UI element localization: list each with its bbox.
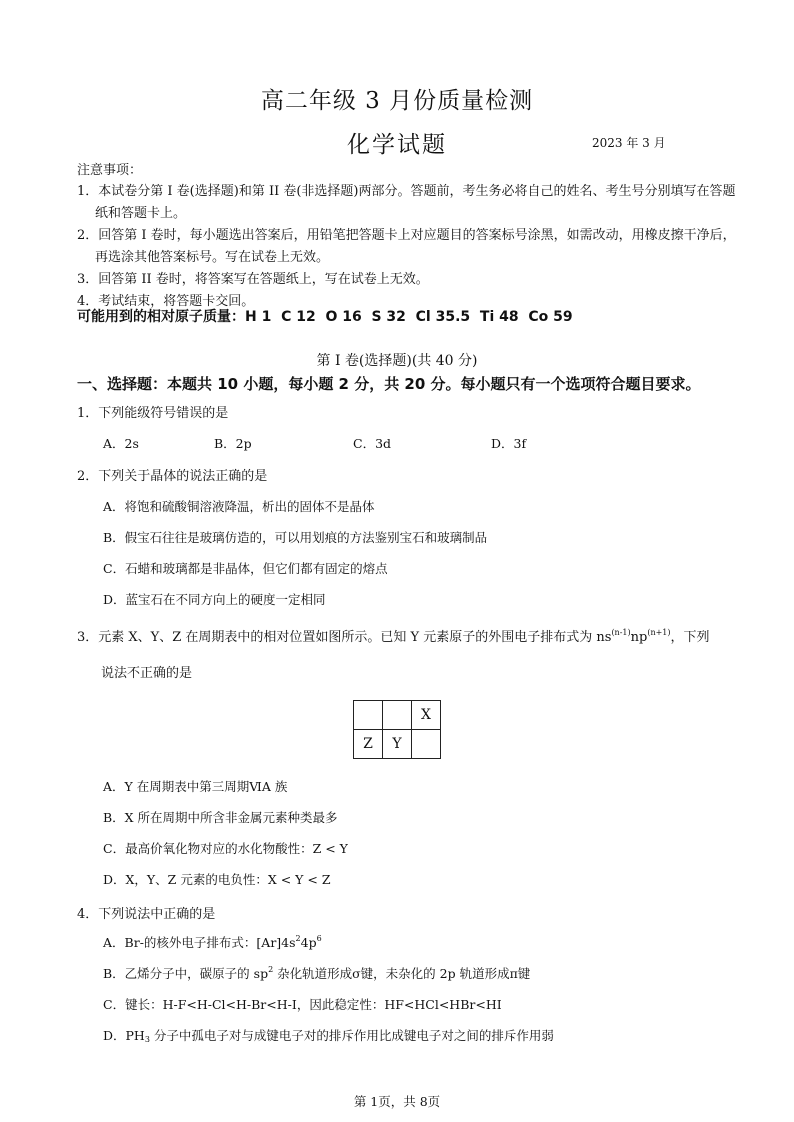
- question-3-option-d: D．X，Y、Z 元素的电负性：X < Y < Z: [103, 872, 331, 887]
- table-cell: [354, 701, 383, 730]
- question-4-option-b: [103, 964, 530, 982]
- question-2-option-a: A．将饱和硫酸铜溶液降温，析出的固体不是晶体: [103, 499, 375, 514]
- question-1-option-b: B．2p: [214, 436, 252, 451]
- question-3-option-c: C．最高价氧化物对应的水化物酸性：Z < Y: [103, 841, 348, 856]
- option-text: D．PH: [103, 1028, 145, 1043]
- table-row: [354, 701, 441, 730]
- subject-title: 化学试题: [347, 132, 447, 158]
- atomic-masses: 可能用到的相对原子质量：H 1 C 12 O 16 S 32 Cl 35.5 Ti 48 Co 59: [77, 309, 573, 325]
- notice-item: 4．考试结束，将答题卡交回。: [77, 294, 255, 309]
- notice-list: [77, 181, 737, 313]
- question-3-stem-part: np: [630, 630, 648, 645]
- exam-date: 2023 年 3 月: [592, 136, 666, 150]
- table-cell: Z: [354, 730, 383, 759]
- question-4-option-c: C．键长：H-F<H-Cl<H-Br<H-I，因此稳定性：HF<HCl<HBr<HI: [103, 997, 502, 1012]
- option-text: 分子中孤电子对与成键电子对的排斥作用比成键电子对之间的排斥作用弱: [149, 1028, 554, 1043]
- question-2-option-d: D．蓝宝石在不同方向上的硬度一定相同: [103, 592, 326, 607]
- notice-item: 1．本试卷分第 I 卷(选择题)和第 II 卷(非选择题)两部分。答题前，考生务必将自己的姓名、考生号分别填写在答题纸和答题卡上。: [77, 184, 736, 221]
- question-4-option-d: [103, 1026, 554, 1044]
- notice-item: 3．回答第 II 卷时，将答案写在答题纸上，写在试卷上无效。: [77, 272, 429, 287]
- question-3-stem-part: 3．元素 X、Y、Z 在周期表中的相对位置如图所示。已知 Y 元素原子的外围电子排布式为 ns: [77, 630, 612, 645]
- superscript: 2: [295, 934, 301, 943]
- superscript: 2: [268, 965, 274, 974]
- table-cell: X: [412, 701, 441, 730]
- table-cell: [412, 730, 441, 759]
- table-cell: Y: [383, 730, 412, 759]
- superscript: (n-1): [611, 628, 631, 637]
- question-4-option-a: [103, 933, 322, 951]
- option-text: 4p: [300, 935, 317, 950]
- option-text: A．Br-的核外电子排布式：[Ar]4s: [103, 935, 296, 950]
- periodic-position-table: [353, 700, 441, 759]
- volume-title: 第 I 卷(选择题)(共 40 分): [316, 353, 478, 369]
- notice-item: 2．回答第 I 卷时，每小题选出答案后，用铅笔把答题卡上对应题目的答案标号涂黑，如需改动，用橡皮擦干净后，再选涂其他答案标号。写在试卷上无效。: [77, 228, 736, 265]
- question-2-option-b: B．假宝石往往是玻璃仿造的，可以用划痕的方法鉴别宝石和玻璃制品: [103, 530, 488, 545]
- question-3-stem-line2: 说法不正确的是: [101, 666, 193, 681]
- table-row: [354, 730, 441, 759]
- subscript: 3: [144, 1035, 150, 1044]
- question-2-option-c: C．石蜡和玻璃都是非晶体，但它们都有固定的熔点: [103, 561, 388, 576]
- question-3-option-a: A．Y 在周期表中第三周期ⅥA 族: [103, 779, 288, 794]
- option-text: B．乙烯分子中，碳原子的 sp: [103, 966, 269, 981]
- exam-title: 高二年级 3 月份质量检测: [260, 88, 534, 114]
- superscript: (n+1): [647, 628, 671, 637]
- section-title: 一、选择题：本题共 10 小题，每小题 2 分，共 20 分。每小题只有一个选项符合题目要求。: [77, 375, 701, 393]
- table-cell: [383, 701, 412, 730]
- notice-heading: 注意事项：: [77, 163, 143, 178]
- question-1-option-c: C．3d: [353, 436, 392, 451]
- superscript: 6: [316, 934, 322, 943]
- question-1-option-d: D．3f: [491, 436, 527, 451]
- question-4-stem: 4．下列说法中正确的是: [77, 907, 216, 922]
- page-footer: 第 1页，共 8页: [353, 1094, 441, 1109]
- question-3-option-b: B．X 所在周期中所含非金属元素种类最多: [103, 810, 338, 825]
- question-3-stem-part: ，下列: [670, 630, 710, 645]
- question-1-option-a: A．2s: [103, 436, 139, 451]
- option-text: 杂化轨道形成σ键，未杂化的 2p 轨道形成π键: [273, 966, 531, 981]
- question-3-stem: [77, 626, 710, 645]
- question-1-stem: 1．下列能级符号错误的是: [77, 406, 229, 421]
- question-2-stem: 2．下列关于晶体的说法正确的是: [77, 469, 268, 484]
